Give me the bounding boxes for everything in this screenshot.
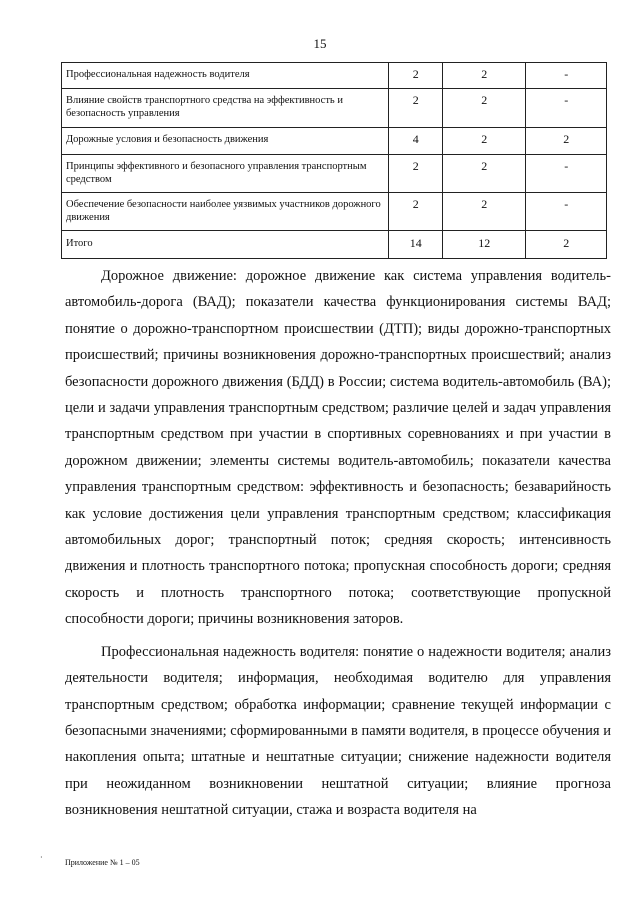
hours-practice: 2 xyxy=(525,128,606,155)
topic-name: Принципы эффективного и безопасного управления транспортным средством xyxy=(62,155,389,193)
margin-mark: · xyxy=(40,853,43,862)
body-text xyxy=(65,263,611,824)
total-practice: 2 xyxy=(525,231,606,259)
hours-practice: - xyxy=(525,155,606,193)
curriculum-table xyxy=(61,62,607,259)
paragraph-driver-reliability: Профессиональная надежность водителя: понятие о надежности водителя; анализ деятельности водителя; информация, необходимая водителю для управления транспортным средством; обработка информации; сравнение текущей информации с безопасными значениями; сформированными в памяти водителя, в процессе обучения и накопления опыта; штатные и нештатные ситуации; снижение надежности водителя при неожиданном возникновении нештатной ситуации; влияние прогноза возникновения нештатной ситуации, стажа и возраста водителя на xyxy=(65,643,611,819)
topic-name: Обеспечение безопасности наиболее уязвимых участников дорожного движения xyxy=(62,193,389,231)
total-label: Итого xyxy=(62,231,389,259)
hours-total: 2 xyxy=(388,193,442,231)
table-row xyxy=(62,89,607,128)
table-row xyxy=(62,155,607,193)
hours-theory: 2 xyxy=(442,89,525,128)
hours-theory: 2 xyxy=(442,63,525,89)
topic-name: Влияние свойств транспортного средства на эффективность и безопасность управления xyxy=(62,89,389,128)
table-row xyxy=(62,193,607,231)
hours-theory: 2 xyxy=(442,193,525,231)
page-number: 15 xyxy=(313,36,327,51)
hours-practice: - xyxy=(525,89,606,128)
table-total-row xyxy=(62,231,607,259)
hours-theory: 2 xyxy=(442,155,525,193)
topic-name: Дорожные условия и безопасность движения xyxy=(62,128,389,155)
total-hours: 14 xyxy=(388,231,442,259)
paragraph-road-traffic: Дорожное движение: дорожное движение как система управления водитель-автомобиль-дорога (ВАД); показатели качества функционирования системы ВАД; понятие о дорожно-транспортном происшествии (ДТП); виды дорожно-транспортных происшествий; причины возникновения дорожно-транспортных происшествий; анализ безопасности дорожного движения (БДД) в России; система водитель-автомобиль (ВА); цели и задачи управления транспортным средством; различие целей и задач управления транспортным средством при участии в спортивных соревнованиях и при участии в дорожном движении; элементы системы водитель-автомобиль; показатели качества управления транспортным средством: эффективность и безопасность; безаварийность как условие достижения цели управления транспортным средством; классификация автомобильных дорог; транспортный поток; средняя скорость; интенсивность движения и плотность транспортного потока; пропускная способность дороги; средняя скорость и плотность транспортного потока; соответствующие пропускной способности дороги; причины возникновения заторов. xyxy=(65,268,611,628)
topic-name: Профессиональная надежность водителя xyxy=(62,63,389,89)
total-theory: 12 xyxy=(442,231,525,259)
hours-practice: - xyxy=(525,63,606,89)
table-row xyxy=(62,128,607,155)
table-row xyxy=(62,63,607,89)
hours-total: 2 xyxy=(388,89,442,128)
hours-theory: 2 xyxy=(442,128,525,155)
hours-total: 2 xyxy=(388,155,442,193)
hours-practice: - xyxy=(525,193,606,231)
hours-total: 2 xyxy=(388,63,442,89)
hours-total: 4 xyxy=(388,128,442,155)
footer-note: Приложение № 1 – 05 xyxy=(65,858,140,867)
